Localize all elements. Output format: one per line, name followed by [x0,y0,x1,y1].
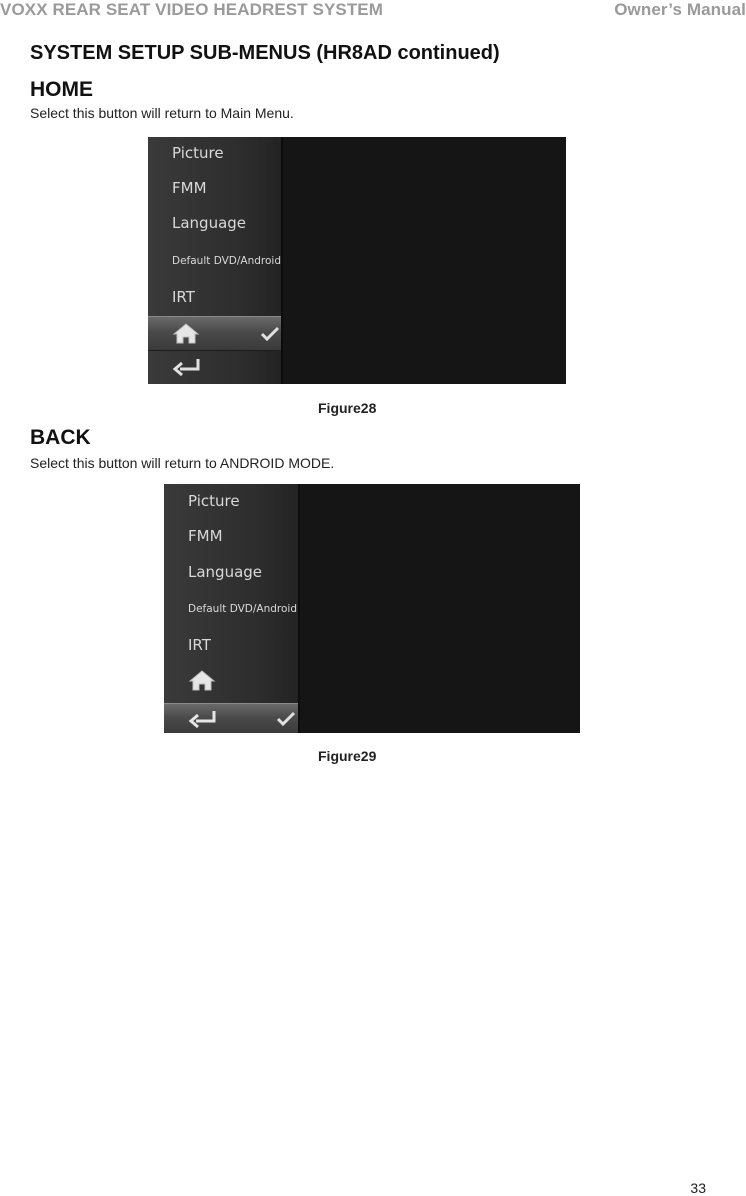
home-description: Select this button will return to Main Menu. [30,105,294,121]
menu-item-default-dvd-android[interactable]: Default DVD/Android [188,603,298,615]
menu-item-fmm[interactable]: FMM [188,527,223,545]
figure29-screen [164,484,580,733]
menu-item-irt[interactable]: IRT [188,636,211,654]
home-icon[interactable] [188,669,216,692]
setup-menu-panel [148,137,283,384]
figure28-screen [148,137,566,384]
back-arrow-icon[interactable] [188,709,220,729]
menu-item-fmm[interactable]: FMM [172,179,207,197]
menu-item-language[interactable]: Language [188,563,263,581]
menu-item-default-dvd-android[interactable]: Default DVD/Android [172,255,282,267]
back-heading: BACK [30,426,91,449]
running-header-manual: Owner’s Manual [614,0,746,19]
back-description: Select this button will return to ANDROID MODE. [30,455,335,471]
checkmark-icon [260,326,280,342]
back-selected-bar[interactable] [164,703,298,733]
home-icon[interactable] [172,322,200,345]
figure29-caption: Figure29 [318,748,377,764]
back-arrow-icon[interactable] [172,357,204,377]
checkmark-icon [276,711,296,727]
section-title: SYSTEM SETUP SUB-MENUS (HR8AD continued) [30,42,500,64]
menu-item-picture[interactable]: Picture [172,144,224,162]
figure28-caption: Figure28 [318,400,377,416]
home-heading: HOME [30,78,93,101]
home-selected-bar[interactable] [148,316,281,351]
menu-item-irt[interactable]: IRT [172,288,195,306]
menu-item-language[interactable]: Language [172,214,247,232]
running-header: VOXX REAR SEAT VIDEO HEADREST SYSTEM [0,0,384,19]
page-number: 33 [690,1180,706,1196]
menu-item-picture[interactable]: Picture [188,492,240,510]
setup-menu-panel [164,484,300,733]
